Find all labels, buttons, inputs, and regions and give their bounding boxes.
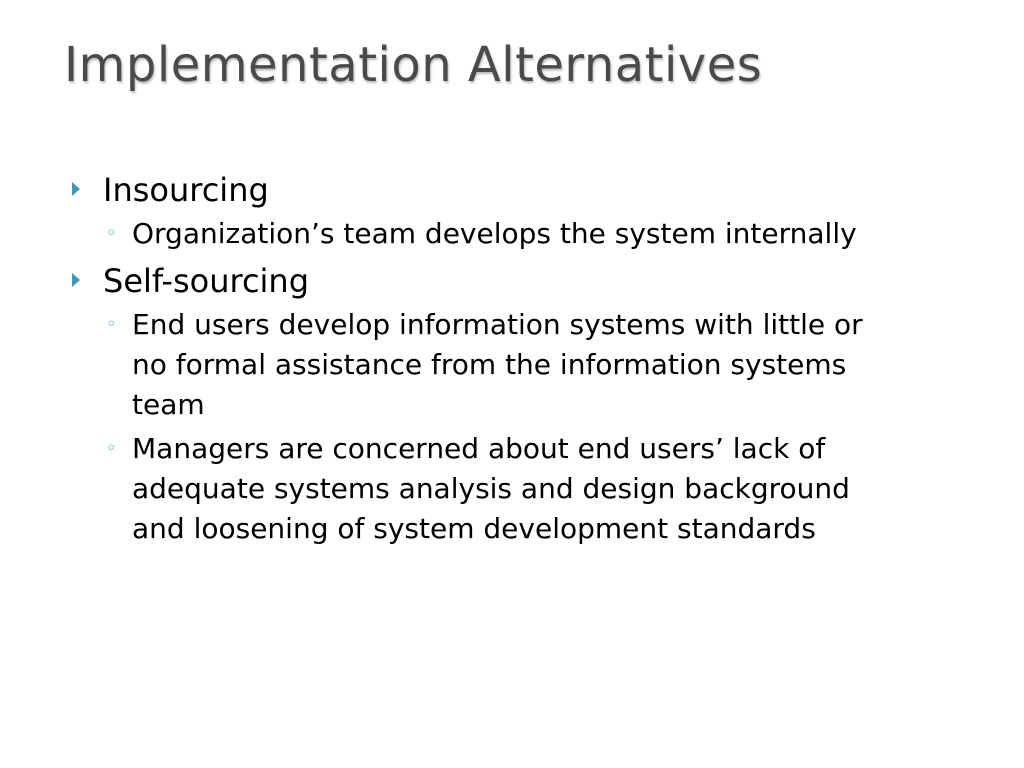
circle-bullet-icon: ◦ bbox=[106, 223, 117, 244]
sub-bullet-line: Managers are concerned about end users’ lack of bbox=[132, 432, 826, 465]
sub-bullet-insourcing-1 bbox=[0, 214, 972, 254]
bullet-label: Self-sourcing bbox=[103, 262, 310, 300]
triangle-bullet-icon bbox=[72, 273, 80, 287]
sub-bullet-line: and loosening of system development standards bbox=[132, 512, 816, 545]
circle-bullet-icon: ◦ bbox=[106, 438, 117, 459]
triangle-bullet-icon bbox=[72, 182, 80, 196]
slide-title: Implementation Alternatives bbox=[64, 37, 763, 93]
slide-content bbox=[0, 166, 1024, 549]
circle-bullet-icon: ◦ bbox=[106, 314, 117, 335]
sub-bullet-self-sourcing-2 bbox=[0, 429, 972, 549]
sub-bullet-line: Organization’s team develops the system internally bbox=[132, 217, 857, 250]
sub-bullet-line: team bbox=[132, 388, 205, 421]
sub-bullet-line: End users develop information systems with little or bbox=[132, 308, 863, 341]
sub-bullet-line: adequate systems analysis and design background bbox=[132, 472, 850, 505]
sub-bullet-line: no formal assistance from the information systems bbox=[132, 348, 847, 381]
bullet-label: Insourcing bbox=[103, 171, 269, 209]
bullet-insourcing bbox=[0, 166, 1024, 214]
bullet-self-sourcing bbox=[0, 257, 1024, 305]
sub-bullet-self-sourcing-1 bbox=[0, 305, 972, 425]
